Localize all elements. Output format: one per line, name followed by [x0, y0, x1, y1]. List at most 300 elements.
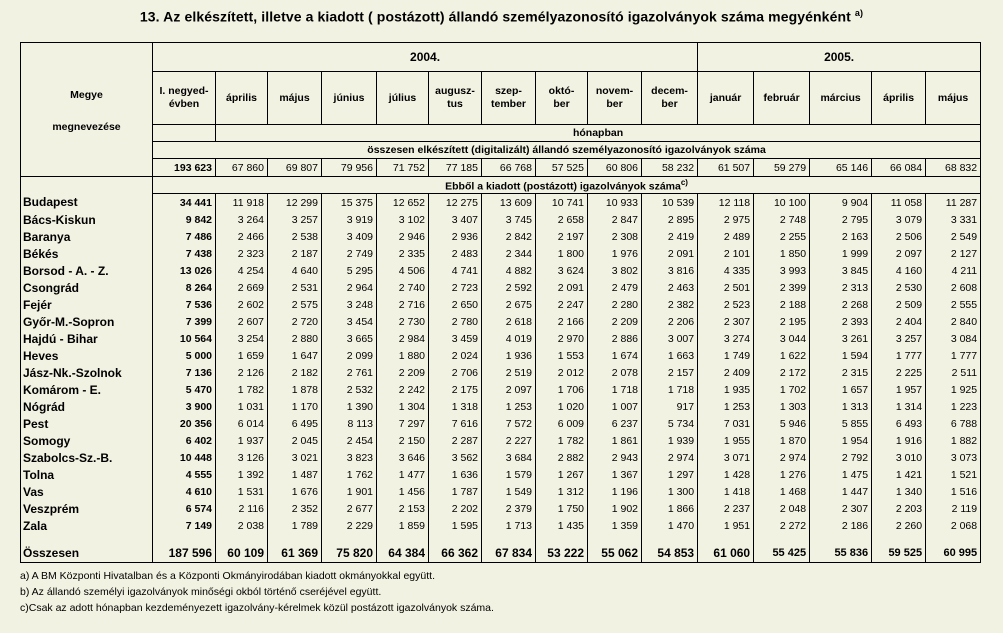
month-value: 4 019 [482, 330, 536, 347]
month-value: 1 880 [377, 347, 429, 364]
spacer-cell [926, 534, 981, 544]
month-value: 3 010 [872, 449, 926, 466]
month-value: 2 592 [482, 279, 536, 296]
spacer-cell [216, 534, 268, 544]
month-value: 2 175 [429, 381, 482, 398]
month-value: 3 102 [377, 211, 429, 228]
month-header-line: tember [490, 98, 526, 110]
table-row [21, 415, 981, 432]
table-title [0, 8, 1003, 25]
month-value: 1 276 [754, 466, 810, 483]
month-header-line: novem- [595, 85, 634, 97]
month-value: 6 237 [588, 415, 642, 432]
month-value: 2 182 [268, 364, 322, 381]
first-quarter-value: 6 574 [153, 500, 216, 517]
month-value: 2 203 [872, 500, 926, 517]
month-value: 1 870 [754, 432, 810, 449]
month-value: 2 716 [377, 296, 429, 313]
month-value: 1 657 [810, 381, 872, 398]
month-value: 7 616 [429, 415, 482, 432]
total-made-label: összesen elkészített (digitalizált) állandó személyazonosító igazolványok száma [153, 142, 981, 159]
month-value: 2 974 [642, 449, 698, 466]
month-value: 2 974 [754, 449, 810, 466]
month-value: 1 253 [698, 398, 754, 415]
month-value: 1 706 [536, 381, 588, 398]
month-value: 1 521 [926, 466, 981, 483]
county-name: Hajdú - Bihar [21, 330, 153, 347]
month-value: 1 340 [872, 483, 926, 500]
month-header-line: tus [447, 98, 463, 110]
issued-label [153, 177, 981, 194]
total-first-quarter: 187 596 [153, 544, 216, 563]
month-value: 1 850 [754, 245, 810, 262]
month-header-line: június [333, 91, 365, 104]
year-2005-header: 2005. [698, 43, 981, 72]
month-value: 1 936 [482, 347, 536, 364]
month-value: 5 734 [642, 415, 698, 432]
month-value: 2 984 [377, 330, 429, 347]
first-quarter-header [153, 72, 216, 125]
month-value: 1 878 [268, 381, 322, 398]
month-header-line: ber [606, 98, 623, 110]
total-made-value: 68 832 [926, 159, 981, 177]
month-value: 10 100 [754, 194, 810, 212]
month-value: 2 608 [926, 279, 981, 296]
month-value: 3 665 [322, 330, 377, 347]
month-value: 3 624 [536, 262, 588, 279]
spacer-cell [153, 125, 216, 142]
month-value: 1 935 [698, 381, 754, 398]
month-value: 4 741 [429, 262, 482, 279]
spacer-cell [754, 534, 810, 544]
spacer-cell [872, 534, 926, 544]
month-header-line: július [388, 91, 417, 104]
month-value: 2 454 [322, 432, 377, 449]
month-header [268, 72, 322, 125]
month-value: 3 823 [322, 449, 377, 466]
month-value: 13 609 [482, 194, 536, 212]
month-value: 5 946 [754, 415, 810, 432]
month-header-line: május [279, 91, 310, 104]
month-value: 2 886 [588, 330, 642, 347]
month-value: 1 718 [588, 381, 642, 398]
month-value: 2 202 [429, 500, 482, 517]
county-name: Somogy [21, 432, 153, 449]
month-value: 5 855 [810, 415, 872, 432]
total-month-value: 55 062 [588, 544, 642, 563]
month-value: 3 454 [322, 313, 377, 330]
month-value: 9 904 [810, 194, 872, 212]
first-quarter-value: 7 438 [153, 245, 216, 262]
total-made-value: 61 507 [698, 159, 754, 177]
month-value: 1 312 [536, 483, 588, 500]
month-value: 2 272 [754, 517, 810, 534]
month-value: 3 802 [588, 262, 642, 279]
table-row [21, 245, 981, 262]
first-quarter-value: 34 441 [153, 194, 216, 212]
month-value: 2 669 [216, 279, 268, 296]
month-value: 3 459 [429, 330, 482, 347]
month-value: 6 495 [268, 415, 322, 432]
first-quarter-value: 10 448 [153, 449, 216, 466]
footnote-c: c)Csak az adott hónapban kezdeményezett igazolvány-kérelmek közül postázott igazolványok száma. [20, 602, 494, 614]
month-value: 2 237 [698, 500, 754, 517]
month-value: 4 335 [698, 262, 754, 279]
month-value: 2 509 [872, 296, 926, 313]
first-quarter-value: 4 610 [153, 483, 216, 500]
month-value: 6 014 [216, 415, 268, 432]
month-value: 2 530 [872, 279, 926, 296]
month-value: 1 314 [872, 398, 926, 415]
month-value: 1 300 [642, 483, 698, 500]
month-value: 2 091 [642, 245, 698, 262]
month-value: 2 943 [588, 449, 642, 466]
total-made-value: 69 807 [268, 159, 322, 177]
month-value: 1 925 [926, 381, 981, 398]
month-value: 11 918 [216, 194, 268, 212]
month-value: 3 257 [872, 330, 926, 347]
table-row [21, 194, 981, 212]
spacer-cell [642, 534, 698, 544]
month-value: 2 706 [429, 364, 482, 381]
county-name: Bács-Kiskun [21, 211, 153, 228]
month-value: 2 099 [322, 347, 377, 364]
year-2004-header: 2004. [153, 43, 698, 72]
total-made-value: 79 956 [322, 159, 377, 177]
month-header-line: május [937, 91, 969, 104]
total-made-value: 60 806 [588, 159, 642, 177]
spacer-cell [698, 534, 754, 544]
total-month-value: 66 362 [429, 544, 482, 563]
month-value: 2 393 [810, 313, 872, 330]
county-name: Fejér [21, 296, 153, 313]
month-value: 2 116 [216, 500, 268, 517]
table-row [21, 517, 981, 534]
month-value: 2 352 [268, 500, 322, 517]
month-value: 2 675 [482, 296, 536, 313]
month-value: 1 418 [698, 483, 754, 500]
month-header-line: decem- [651, 85, 688, 97]
month-value: 2 792 [810, 449, 872, 466]
month-value: 1 594 [810, 347, 872, 364]
spacer-cell [377, 534, 429, 544]
month-value: 1 999 [810, 245, 872, 262]
table-row [21, 296, 981, 313]
month-value: 1 866 [642, 500, 698, 517]
month-value: 2 964 [322, 279, 377, 296]
month-header [754, 72, 810, 125]
county-name: Veszprém [21, 500, 153, 517]
table-header [21, 43, 981, 194]
month-value: 2 225 [872, 364, 926, 381]
total-month-value: 64 384 [377, 544, 429, 563]
table-row [21, 211, 981, 228]
table-row [21, 432, 981, 449]
table-body [21, 194, 981, 563]
month-value: 2 531 [268, 279, 322, 296]
month-value: 1 390 [322, 398, 377, 415]
spacer-cell [153, 534, 216, 544]
table-row [21, 228, 981, 245]
first-quarter-value: 20 356 [153, 415, 216, 432]
month-value: 2 157 [642, 364, 698, 381]
month-value: 2 255 [754, 228, 810, 245]
month-value: 2 618 [482, 313, 536, 330]
month-value: 2 780 [429, 313, 482, 330]
total-made-value: 71 752 [377, 159, 429, 177]
total-made-value: 57 525 [536, 159, 588, 177]
month-value: 1 020 [536, 398, 588, 415]
total-month-value: 60 109 [216, 544, 268, 563]
table-row [21, 330, 981, 347]
month-value: 2 483 [429, 245, 482, 262]
month-header-line: április [226, 91, 257, 104]
month-value: 2 101 [698, 245, 754, 262]
county-name: Békés [21, 245, 153, 262]
month-value: 1 303 [754, 398, 810, 415]
month-value: 4 160 [872, 262, 926, 279]
table-title-text: 13. Az elkészített, illetve a kiadott ( postázott) állandó személyazonosító igazolványok száma megyénként [139, 8, 851, 25]
month-value: 2 379 [482, 500, 536, 517]
month-value: 1 782 [216, 381, 268, 398]
month-value: 3 257 [268, 211, 322, 228]
month-value: 3 407 [429, 211, 482, 228]
month-value: 1 787 [429, 483, 482, 500]
county-name: Tolna [21, 466, 153, 483]
month-value: 2 555 [926, 296, 981, 313]
month-value: 2 382 [642, 296, 698, 313]
month-value: 1 468 [754, 483, 810, 500]
month-header-line: augusz- [435, 85, 475, 97]
month-value: 1 392 [216, 466, 268, 483]
month-value: 2 012 [536, 364, 588, 381]
month-value: 2 575 [268, 296, 322, 313]
month-value: 2 187 [268, 245, 322, 262]
month-value: 1 318 [429, 398, 482, 415]
table-row [21, 398, 981, 415]
month-value: 1 553 [536, 347, 588, 364]
month-header-line: ber [553, 98, 570, 110]
month-value: 2 840 [926, 313, 981, 330]
month-value: 4 640 [268, 262, 322, 279]
month-value: 2 946 [377, 228, 429, 245]
month-value: 1 718 [642, 381, 698, 398]
first-quarter-value: 5 000 [153, 347, 216, 364]
total-made-value: 67 860 [216, 159, 268, 177]
month-value: 1 196 [588, 483, 642, 500]
month-value: 3 274 [698, 330, 754, 347]
month-value: 1 901 [322, 483, 377, 500]
month-value: 4 211 [926, 262, 981, 279]
total-made-value: 65 146 [810, 159, 872, 177]
county-name: Szabolcs-Sz.-B. [21, 449, 153, 466]
first-quarter-value: 3 900 [153, 398, 216, 415]
month-value: 1 549 [482, 483, 536, 500]
month-value: 2 209 [377, 364, 429, 381]
total-made-value: 66 084 [872, 159, 926, 177]
first-quarter-value: 6 402 [153, 432, 216, 449]
month-value: 3 248 [322, 296, 377, 313]
month-value: 2 195 [754, 313, 810, 330]
month-value: 4 254 [216, 262, 268, 279]
month-value: 1 435 [536, 517, 588, 534]
month-value: 1 636 [429, 466, 482, 483]
month-value: 1 937 [216, 432, 268, 449]
total-made-value: 66 768 [482, 159, 536, 177]
month-value: 4 506 [377, 262, 429, 279]
month-value: 2 335 [377, 245, 429, 262]
first-quarter-line1: I. negyed- [159, 85, 209, 97]
first-quarter-line2: évben [168, 98, 200, 110]
table-row [21, 262, 981, 279]
spacer-cell [322, 534, 377, 544]
month-value: 11 287 [926, 194, 981, 212]
month-value: 2 404 [872, 313, 926, 330]
month-value: 2 024 [429, 347, 482, 364]
month-value: 1 916 [872, 432, 926, 449]
month-value: 12 299 [268, 194, 322, 212]
month-header [588, 72, 642, 125]
month-value: 2 247 [536, 296, 588, 313]
county-header [21, 43, 153, 177]
county-name: Zala [21, 517, 153, 534]
county-name: Pest [21, 415, 153, 432]
table-row [21, 483, 981, 500]
spacer-cell [21, 177, 153, 194]
month-header-line: március [820, 91, 861, 104]
month-value: 2 229 [322, 517, 377, 534]
month-value: 1 579 [482, 466, 536, 483]
table-row [21, 500, 981, 517]
month-value: 917 [642, 398, 698, 415]
total-month-value: 61 369 [268, 544, 322, 563]
county-name: Baranya [21, 228, 153, 245]
month-value: 2 048 [754, 500, 810, 517]
issued-label-text: Ebből a kiadott (postázott) igazolványok száma [445, 180, 681, 193]
month-value: 2 038 [216, 517, 268, 534]
month-header [322, 72, 377, 125]
footnote-a: a) A BM Központi Hivatalban és a Központi Okmányirodában kiadott okmányokkal együtt. [20, 570, 435, 582]
month-value: 2 197 [536, 228, 588, 245]
month-value: 1 789 [268, 517, 322, 534]
total-made-value: 77 185 [429, 159, 482, 177]
month-value: 2 091 [536, 279, 588, 296]
total-month-value: 61 060 [698, 544, 754, 563]
month-value: 1 031 [216, 398, 268, 415]
month-value: 2 163 [810, 228, 872, 245]
month-value: 2 677 [322, 500, 377, 517]
month-value: 10 933 [588, 194, 642, 212]
month-value: 2 045 [268, 432, 322, 449]
first-quarter-value: 13 026 [153, 262, 216, 279]
month-value: 1 749 [698, 347, 754, 364]
month-value: 3 079 [872, 211, 926, 228]
table-row [21, 279, 981, 296]
month-value: 1 367 [588, 466, 642, 483]
month-header [429, 72, 482, 125]
month-value: 12 118 [698, 194, 754, 212]
month-value: 1 939 [642, 432, 698, 449]
month-value: 2 842 [482, 228, 536, 245]
spacer-cell [21, 534, 153, 544]
month-value: 3 684 [482, 449, 536, 466]
total-month-value: 67 834 [482, 544, 536, 563]
month-value: 2 506 [872, 228, 926, 245]
month-value: 2 313 [810, 279, 872, 296]
month-value: 2 268 [810, 296, 872, 313]
total-month-value: 55 836 [810, 544, 872, 563]
county-name: Komárom - E. [21, 381, 153, 398]
total-month-value: 54 853 [642, 544, 698, 563]
month-header [872, 72, 926, 125]
month-value: 1 516 [926, 483, 981, 500]
month-value: 1 861 [588, 432, 642, 449]
month-value: 6 788 [926, 415, 981, 432]
month-value: 1 622 [754, 347, 810, 364]
month-value: 2 749 [322, 245, 377, 262]
month-value: 2 344 [482, 245, 536, 262]
month-value: 2 748 [754, 211, 810, 228]
month-value: 1 777 [926, 347, 981, 364]
month-value: 1 470 [642, 517, 698, 534]
first-quarter-value: 7 136 [153, 364, 216, 381]
month-value: 3 993 [754, 262, 810, 279]
spacer-cell [536, 534, 588, 544]
month-value: 2 970 [536, 330, 588, 347]
month-value: 3 007 [642, 330, 698, 347]
first-quarter-value: 10 564 [153, 330, 216, 347]
county-name: Jász-Nk.-Szolnok [21, 364, 153, 381]
month-value: 2 519 [482, 364, 536, 381]
county-header-line1: Megye [70, 88, 103, 101]
month-value: 2 466 [216, 228, 268, 245]
month-value: 2 307 [698, 313, 754, 330]
month-header-line: októ- [548, 85, 575, 97]
month-value: 2 501 [698, 279, 754, 296]
month-value: 2 097 [872, 245, 926, 262]
month-value: 1 951 [698, 517, 754, 534]
month-value: 2 153 [377, 500, 429, 517]
month-value: 1 447 [810, 483, 872, 500]
month-value: 1 882 [926, 432, 981, 449]
month-value: 2 720 [268, 313, 322, 330]
month-value: 1 750 [536, 500, 588, 517]
month-value: 2 882 [536, 449, 588, 466]
month-value: 3 084 [926, 330, 981, 347]
month-value: 1 713 [482, 517, 536, 534]
month-value: 1 676 [268, 483, 322, 500]
month-value: 4 882 [482, 262, 536, 279]
month-value: 1 800 [536, 245, 588, 262]
first-quarter-value: 4 555 [153, 466, 216, 483]
first-quarter-value: 7 536 [153, 296, 216, 313]
month-value: 2 126 [216, 364, 268, 381]
month-value: 7 297 [377, 415, 429, 432]
month-value: 2 740 [377, 279, 429, 296]
month-value: 2 538 [268, 228, 322, 245]
month-value: 3 646 [377, 449, 429, 466]
month-value: 1 475 [810, 466, 872, 483]
month-value: 2 795 [810, 211, 872, 228]
month-value: 1 762 [322, 466, 377, 483]
month-value: 1 007 [588, 398, 642, 415]
month-value: 2 895 [642, 211, 698, 228]
month-value: 2 658 [536, 211, 588, 228]
month-value: 1 428 [698, 466, 754, 483]
month-header [482, 72, 536, 125]
month-value: 1 663 [642, 347, 698, 364]
month-value: 2 127 [926, 245, 981, 262]
